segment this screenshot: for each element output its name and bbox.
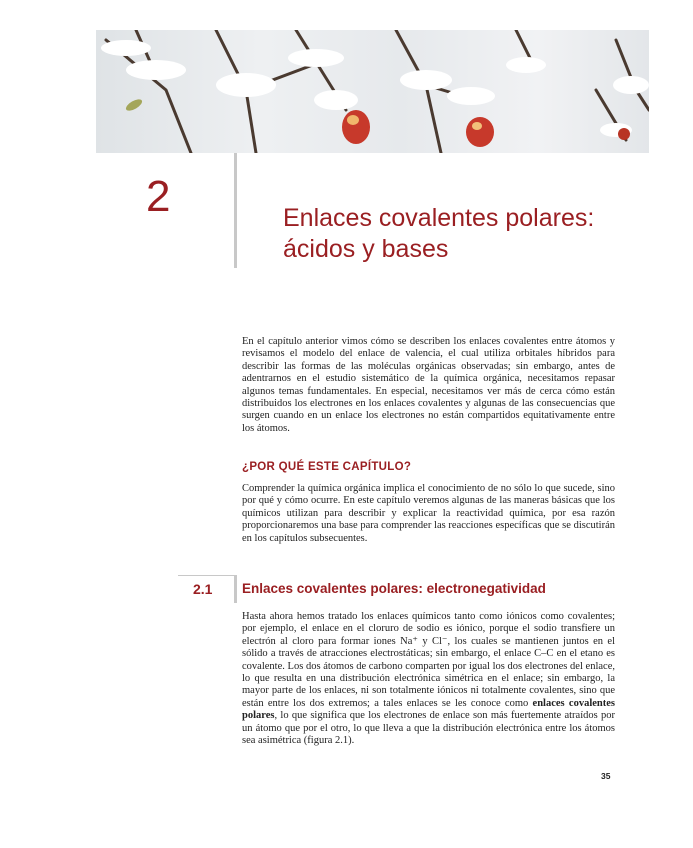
chapter-title: Enlaces covalentes polares: ácidos y bases <box>283 204 595 263</box>
why-paragraph: Comprender la química orgánica implica el conocimiento de no sólo lo que sucede, sino por qué y cómo ocurre. En este capítulo veremos algunas de las maneras básicas que los químicos utilizan para describir y explicar la reactividad química, por esa razón proporcionaremos una base para comprender las reacciones específicas que se discutirán en los capítulos subsecuentes. <box>242 483 615 544</box>
snowy-branches-illustration <box>96 30 649 153</box>
section-text-before: Hasta ahora hemos tratado los enlaces químicos tanto como iónicos como covalentes; por ejemplo, el enlace en el cloruro de sodio es iónico, porque el sodio transfiere un electrón al cloro para formar iones Na⁺ y Cl⁻, los cuales se mantienen juntos en el sólido a través de atracciones electrostáticas; sin embargo, el enlace C–C en el etano es covalente. Los dos átomos de carbono comparten por igual los dos electrones del enlace, lo que resulta en una distribución electrónica simétrica en el enlace; sin embargo, la mayor parte de los enlaces, ni son totalmente iónicos ni totalmente covalentes, sino que están entre los dos extremos; a tales enlaces se les conoce como <box>242 611 615 709</box>
section-rule-vertical <box>234 575 237 603</box>
section-number: 2.1 <box>193 581 213 597</box>
bold-term: enlaces covalentes polares <box>242 697 615 722</box>
chapter-vertical-rule <box>234 153 237 268</box>
why-heading: ¿POR QUÉ ESTE CAPÍTULO? <box>242 461 412 473</box>
intro-paragraph: En el capítulo anterior vimos cómo se describen los enlaces covalentes entre átomos y revisamos el modelo del enlace de valencia, el cual utiliza orbitales híbridos para describir las formas de las moléculas orgánicas observadas; sin embargo, antes de adentrarnos en el estudio sistemático de la química orgánica, necesitamos repasar algunos temas fundamentales. En especial, necesitamos ver más de cerca cómo están distribuidos los electrones en los enlaces covalentes y algunas de las consecuencias que surgen cuando en un enlace los electrones no están compartidos equitativamente entre los átomos. <box>242 336 615 434</box>
chapter-header-photo <box>96 30 649 153</box>
section-rule-horizontal <box>178 575 235 576</box>
chapter-number: 2 <box>146 172 171 221</box>
section-text-after: , lo que significa que los electrones de enlace son más fuertemente atraídos por un átomo que por el otro, lo que lleva a que la distribución electrónica entre los átomos sea asimétrica (figura 2.1). <box>242 710 615 747</box>
section-paragraph <box>242 611 615 747</box>
page-number: 35 <box>601 771 611 781</box>
section-title: Enlaces covalentes polares: electronegatividad <box>242 581 546 596</box>
